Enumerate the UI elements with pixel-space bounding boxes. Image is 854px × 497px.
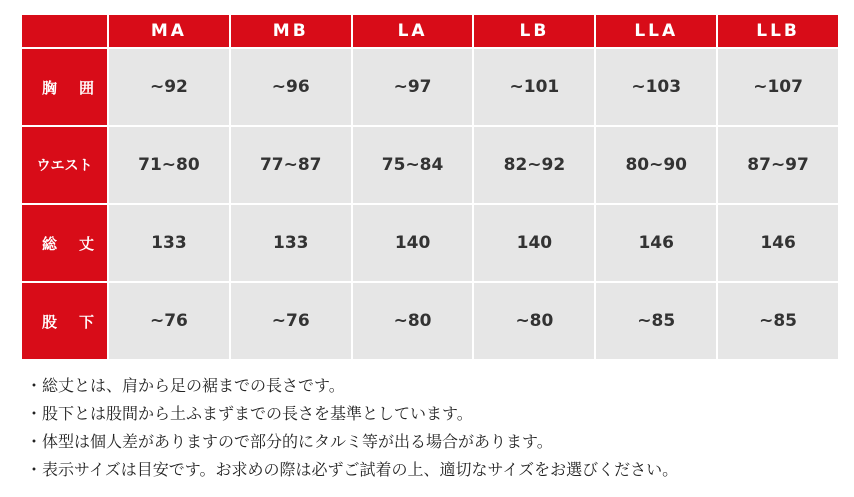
- table-cell: 140: [353, 205, 473, 281]
- row-header-waist: ウエスト: [22, 127, 107, 203]
- note-item: ・総丈とは、肩から足の裾までの長さです。: [26, 376, 345, 395]
- column-header-lb: LB: [474, 15, 594, 47]
- size-table: [20, 13, 840, 361]
- table-cell: ~85: [596, 283, 716, 359]
- table-cell: 71~80: [109, 127, 229, 203]
- row-header-total-length: 総丈: [22, 205, 107, 281]
- table-cell: ~96: [231, 49, 351, 125]
- column-header-la: LA: [353, 15, 473, 47]
- table-cell: 80~90: [596, 127, 716, 203]
- table-cell: 146: [718, 205, 838, 281]
- corner-cell: [22, 15, 107, 47]
- table-row-inseam: [22, 283, 838, 359]
- row-header-chest: 胸囲: [22, 49, 107, 125]
- note-item: ・表示サイズは目安です。お求めの際は必ずご試着の上、適切なサイズをお選びください。: [26, 460, 679, 479]
- table-cell: 133: [109, 205, 229, 281]
- table-cell: 82~92: [474, 127, 594, 203]
- table-cell: 133: [231, 205, 351, 281]
- table-cell: 75~84: [353, 127, 473, 203]
- header-row: [22, 15, 838, 47]
- table-cell: ~97: [353, 49, 473, 125]
- column-header-mb: MB: [231, 15, 351, 47]
- note-item: ・体型は個人差がありますので部分的にタルミ等が出る場合があります。: [26, 432, 553, 451]
- table-cell: ~103: [596, 49, 716, 125]
- table-cell: ~85: [718, 283, 838, 359]
- table-cell: ~101: [474, 49, 594, 125]
- table-row-chest: [22, 49, 838, 125]
- table-cell: ~92: [109, 49, 229, 125]
- column-header-ma: MA: [109, 15, 229, 47]
- column-header-lla: LLA: [596, 15, 716, 47]
- table-cell: ~80: [353, 283, 473, 359]
- row-header-inseam: 股下: [22, 283, 107, 359]
- table-cell: ~76: [109, 283, 229, 359]
- notes-list: [26, 372, 678, 484]
- table-row-waist: [22, 127, 838, 203]
- table-cell: 140: [474, 205, 594, 281]
- table-cell: 87~97: [718, 127, 838, 203]
- note-item: ・股下とは股間から土ふまずまでの長さを基準としています。: [26, 404, 473, 423]
- table-cell: ~80: [474, 283, 594, 359]
- table-cell: ~76: [231, 283, 351, 359]
- column-header-llb: LLB: [718, 15, 838, 47]
- table-row-total-length: [22, 205, 838, 281]
- table-cell: ~107: [718, 49, 838, 125]
- table-cell: 146: [596, 205, 716, 281]
- table-cell: 77~87: [231, 127, 351, 203]
